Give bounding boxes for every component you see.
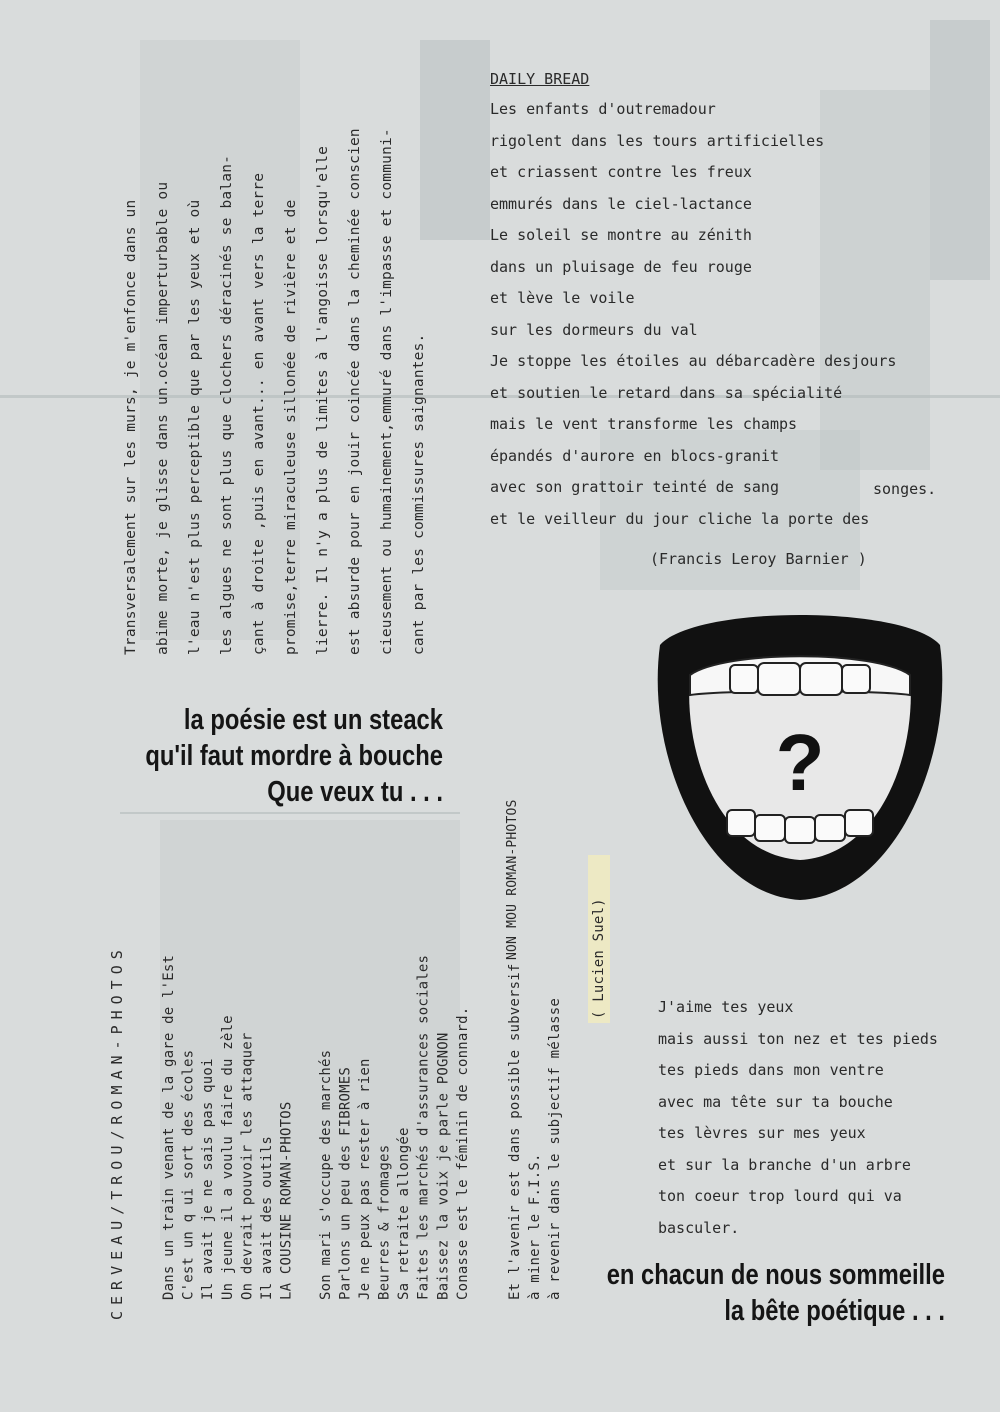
poem-line: Je ne peux pas rester à rien	[356, 1058, 373, 1300]
daily-bread-poem	[490, 70, 970, 535]
poem-line: sur les dormeurs du val	[490, 320, 698, 339]
slogan-line: qu'il faut mordre à bouche	[145, 740, 443, 772]
poem-line: et soutien le retard dans sa spécialité	[490, 383, 843, 402]
poem-line: emmurés dans le ciel-lactance	[490, 194, 752, 213]
poem-line: et sur la branche d'un arbre	[658, 1155, 911, 1174]
poem-line: Les enfants d'outremadour	[490, 100, 716, 118]
poem-line: basculer.	[658, 1218, 740, 1237]
question-mark: ?	[775, 718, 825, 807]
poem-line: J'aime tes yeux	[658, 998, 794, 1016]
poem-line: Il avait des outils	[258, 1136, 275, 1300]
slogan-line: en chacun de nous sommeille	[606, 1259, 945, 1291]
slogan-bete-poetique	[519, 1257, 945, 1329]
slogan-line: la poésie est un steack	[183, 704, 443, 736]
poem-line: tes pieds dans mon ventre	[658, 1061, 884, 1079]
poem-line: épandés d'aurore en blocs-granit	[490, 446, 779, 465]
poem-line: tes lèvres sur mes yeux	[658, 1124, 866, 1142]
prose-block	[115, 30, 435, 655]
poem-line: dans un pluisage de feu rouge	[490, 257, 752, 276]
jaime-poem	[658, 992, 988, 1244]
prose-line: cant par les commissures saignantes.	[411, 333, 427, 655]
poem-line: On devrait pouvoir les attaquer	[239, 1032, 256, 1300]
slogan-line: Que veux tu . . .	[267, 776, 443, 808]
cousine-roman-photos-poem	[160, 880, 474, 1300]
prose-line: Transversalement sur les murs, je m'enfonce dans un	[123, 199, 139, 655]
slogan-line: la bête poétique . . .	[724, 1295, 945, 1327]
poem-line: Parlons un peu des FIBROMES	[337, 1067, 354, 1300]
poem-line: rigolent dans les tours artificielles	[490, 131, 825, 150]
slogan-poesie	[99, 702, 443, 810]
prose-line: l'eau n'est plus perceptible que par les yeux et où	[187, 199, 203, 655]
daily-bread-songes: songes.	[873, 480, 937, 498]
prose-line: cieusement ou humainement,emmuré dans l'impasse et communi-	[379, 128, 395, 655]
poem-line: Et l'avenir est dans possible subversif	[507, 963, 523, 1300]
prose-line: çant à droite ,puis en avant... en avant vers la terre	[251, 172, 267, 655]
prose-line: est absurde pour en jouir coincée dans la cheminée conscien	[347, 128, 363, 655]
daily-bread-title: DAILY BREAD	[490, 70, 590, 88]
prose-line: abime morte, je glisse dans un.océan imperturbable ou	[155, 181, 171, 655]
poem-line: à miner le F.I.S.	[527, 1153, 543, 1300]
poem-line: mais aussi ton nez et tes pieds	[658, 1029, 938, 1048]
poem-line: LA COUSINE ROMAN-PHOTOS	[278, 1101, 295, 1300]
background-collage	[120, 812, 460, 814]
poem-line: ton coeur trop lourd qui va	[658, 1187, 902, 1205]
poem-line: Il avait je ne sais pas quoi	[200, 1058, 217, 1300]
prose-line: les algues ne sont plus que clochers déracinés se balan-	[219, 154, 235, 655]
poem-line: Faites les marchés d'assurances sociales	[415, 954, 432, 1300]
poem-line: à revenir dans le subjectif mélasse	[547, 997, 563, 1300]
poem-line: Baissez la voix je parle POGNON	[435, 1032, 452, 1300]
poem-line: Son mari s'occupe des marchés	[317, 1049, 334, 1300]
poem-line: Le soleil se montre au zénith	[490, 226, 752, 244]
cerveau-title: CERVEAU/TROU/ROMAN-PHOTOS	[108, 944, 126, 1320]
prose-line: promise,terre miraculeuse sillonée de rivière et de	[283, 199, 299, 655]
poem-line: Je stoppe les étoiles au débarcadère desjours	[490, 352, 897, 370]
poem-line: Un jeune il a voulu faire du zèle	[219, 1015, 236, 1300]
poem-line: C'est un q ui sort des écoles	[180, 1049, 197, 1300]
poem-line: Sa retraite allongée	[396, 1127, 413, 1300]
poem-line: mais le vent transforme les champs	[490, 415, 798, 433]
poem-line: Dans un train venant de la gare de l'Est	[161, 954, 177, 1300]
poem-line: avec son grattoir teinté de sang	[490, 478, 779, 496]
lucien-suel-author: ( Lucien Suel)	[588, 855, 610, 1023]
poem-line: et criassent contre les freux	[490, 163, 752, 181]
non-mou-roman-photos: NON MOU ROMAN-PHOTOS	[505, 799, 520, 960]
open-mouth-image	[655, 605, 945, 905]
poem-line: et lève le voile	[490, 289, 635, 307]
poem-line-spacer	[297, 880, 317, 1300]
daily-bread-author: (Francis Leroy Barnier )	[650, 550, 867, 568]
poem-line: avec ma tête sur ta bouche	[658, 1092, 893, 1111]
poem-line: Beurres & fromages	[376, 1144, 393, 1300]
prose-line: lierre. Il n'y a plus de limites à l'angoisse lorsqu'elle	[315, 146, 331, 655]
poem-line: et le veilleur du jour cliche la porte des	[490, 509, 870, 528]
poem-line: Conasse est le féminin de connard.	[454, 1006, 471, 1300]
